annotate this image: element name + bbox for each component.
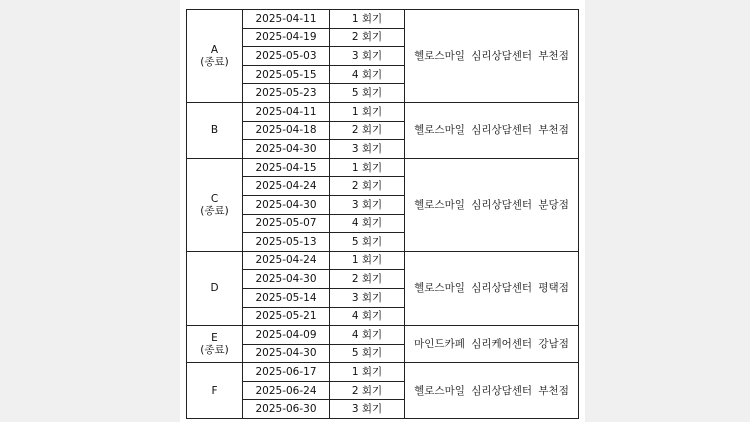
session-number: 5 회기	[330, 233, 405, 252]
table-row	[187, 251, 579, 270]
session-number: 5 회기	[330, 84, 405, 103]
session-number: 2 회기	[330, 381, 405, 400]
session-date: 2025-04-09	[243, 326, 330, 345]
center-name: 헬로스마일 심리상담센터 분당점	[405, 158, 579, 251]
document-page	[180, 0, 585, 422]
session-number: 4 회기	[330, 326, 405, 345]
session-date: 2025-05-13	[243, 233, 330, 252]
session-number: 3 회기	[330, 47, 405, 66]
session-number: 1 회기	[330, 251, 405, 270]
center-name: 헬로스마일 심리상담센터 부천점	[405, 102, 579, 158]
session-date: 2025-05-03	[243, 47, 330, 66]
session-number: 1 회기	[330, 363, 405, 382]
session-date: 2025-04-30	[243, 344, 330, 363]
session-number: 2 회기	[330, 28, 405, 47]
session-number: 4 회기	[330, 307, 405, 326]
session-date: 2025-04-15	[243, 158, 330, 177]
session-date: 2025-04-24	[243, 177, 330, 196]
session-date: 2025-06-30	[243, 400, 330, 419]
session-number: 5 회기	[330, 344, 405, 363]
session-date: 2025-05-23	[243, 84, 330, 103]
session-date: 2025-04-18	[243, 121, 330, 140]
client-cell	[187, 158, 243, 251]
counseling-sessions-table	[186, 9, 579, 419]
session-number: 4 회기	[330, 65, 405, 84]
client-status: (종료)	[200, 204, 229, 217]
session-date: 2025-04-19	[243, 28, 330, 47]
client-name: E	[211, 332, 218, 345]
client-status: (종료)	[200, 55, 229, 68]
session-number: 3 회기	[330, 140, 405, 159]
session-date: 2025-04-24	[243, 251, 330, 270]
client-cell	[187, 251, 243, 325]
session-number: 3 회기	[330, 195, 405, 214]
session-number: 4 회기	[330, 214, 405, 233]
session-number: 2 회기	[330, 177, 405, 196]
session-number: 2 회기	[330, 270, 405, 289]
client-name: B	[210, 124, 219, 137]
session-number: 3 회기	[330, 400, 405, 419]
session-date: 2025-04-11	[243, 10, 330, 29]
client-cell	[187, 363, 243, 419]
session-date: 2025-06-24	[243, 381, 330, 400]
table-row	[187, 326, 579, 345]
session-date: 2025-05-15	[243, 65, 330, 84]
client-cell	[187, 10, 243, 103]
client-name: D	[210, 282, 219, 295]
session-date: 2025-04-11	[243, 102, 330, 121]
session-date: 2025-05-07	[243, 214, 330, 233]
session-date: 2025-04-30	[243, 140, 330, 159]
table-row	[187, 158, 579, 177]
center-name: 헬로스마일 심리상담센터 부천점	[405, 10, 579, 103]
session-date: 2025-05-14	[243, 288, 330, 307]
client-name: A	[210, 43, 219, 56]
center-name: 헬로스마일 심리상담센터 부천점	[405, 363, 579, 419]
session-date: 2025-04-30	[243, 195, 330, 214]
table-row	[187, 10, 579, 29]
session-number: 2 회기	[330, 121, 405, 140]
session-date: 2025-05-21	[243, 307, 330, 326]
session-number: 3 회기	[330, 288, 405, 307]
center-name: 마인드카페 심리케어센터 강남점	[405, 326, 579, 363]
session-number: 1 회기	[330, 102, 405, 121]
session-number: 1 회기	[330, 158, 405, 177]
client-status: (종료)	[200, 344, 229, 357]
table-row	[187, 363, 579, 382]
client-cell	[187, 102, 243, 158]
center-name: 헬로스마일 심리상담센터 평택점	[405, 251, 579, 325]
session-number: 1 회기	[330, 10, 405, 29]
session-date: 2025-06-17	[243, 363, 330, 382]
client-name: F	[211, 384, 218, 397]
session-date: 2025-04-30	[243, 270, 330, 289]
client-name: C	[210, 192, 219, 205]
table-row	[187, 102, 579, 121]
client-cell	[187, 326, 243, 363]
